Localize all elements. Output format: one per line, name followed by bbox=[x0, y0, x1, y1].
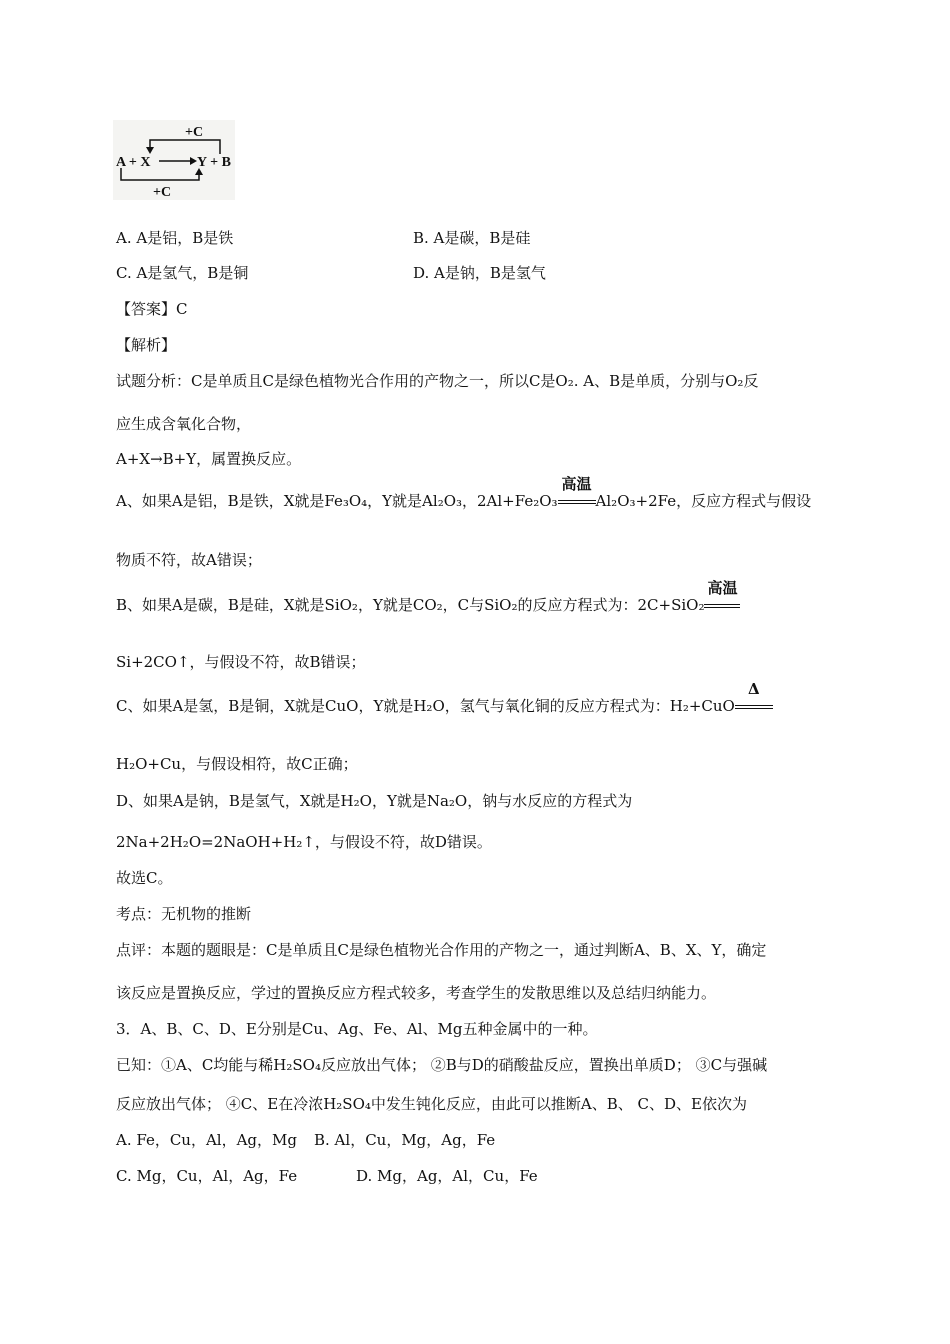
equation-al-right: Al₂O₃+2Fe，反应方程式与假设 bbox=[595, 492, 812, 510]
reaction-arrows-graphic bbox=[113, 120, 235, 200]
diagram-right-term: Y + B bbox=[197, 155, 231, 170]
diagram-left-term: A + X bbox=[116, 155, 151, 170]
analysis-line-5: 物质不符，故A错误； bbox=[116, 551, 262, 569]
q3-option-a: A. Fe，Cu，Al，Ag，Mg bbox=[116, 1131, 297, 1149]
analysis-line-4 bbox=[116, 475, 812, 511]
high-temp-label-2: 高温 bbox=[707, 579, 738, 597]
equation-cu-left: C、如果A是氢，B是铜，X就是CuO，Y就是H₂O，氢气与氧化铜的反应方程式为：H₂+CuO bbox=[116, 697, 735, 715]
diagram-top-label: +C bbox=[185, 125, 204, 140]
option-c: C. A是氢气，B是铜 bbox=[116, 264, 249, 282]
high-temp-label: 高温 bbox=[561, 475, 592, 493]
analysis-line-15: 该反应是置换反应，学过的置换反应方程式较多，考查学生的发散思维以及总结归纳能力。 bbox=[116, 984, 717, 1002]
reaction-diagram bbox=[113, 120, 235, 200]
heat-label: Δ bbox=[748, 680, 760, 698]
analysis-line-2: 应生成含氧化合物， bbox=[116, 415, 252, 433]
analysis-line-11: 2Na+2H₂O=2NaOH+H₂↑，与假设不符，故D错误。 bbox=[116, 833, 492, 851]
heat-condition bbox=[735, 680, 773, 716]
equation-si-left: B、如果A是碳，B是硅，X就是SiO₂，Y就是CO₂，C与SiO₂的反应方程式为：2C+SiO₂ bbox=[116, 596, 705, 614]
question-3-line-2: 已知：①A、C均能与稀H₂SO₄反应放出气体； ②B与D的硝酸盐反应，置换出单质D； ③C与强碱 bbox=[116, 1056, 768, 1074]
answer-line: 【答案】C bbox=[116, 300, 188, 318]
analysis-line-14: 点评：本题的题眼是：C是单质且C是绿色植物光合作用的产物之一，通过判断A、B、X、Y，确定 bbox=[116, 941, 767, 959]
high-temp-condition bbox=[558, 475, 596, 511]
diagram-bottom-label: +C bbox=[153, 185, 172, 200]
analysis-line-8 bbox=[116, 680, 773, 716]
option-d: D. A是钠，B是氢气 bbox=[413, 264, 546, 282]
question-3-title: 3．A、B、C、D、E分别是Cu、Ag、Fe、Al、Mg五种金属中的一种。 bbox=[116, 1020, 598, 1038]
q3-option-b: B. Al，Cu，Mg，Ag，Fe bbox=[314, 1131, 496, 1149]
analysis-heading: 【解析】 bbox=[116, 336, 177, 354]
high-temp-condition-2 bbox=[704, 579, 740, 615]
analysis-line-1: 试题分析：C是单质且C是绿色植物光合作用的产物之一，所以C是O₂. A、B是单质，分别与O₂反 bbox=[116, 372, 759, 390]
q3-option-c: C. Mg，Cu，Al，Ag，Fe bbox=[116, 1167, 298, 1185]
analysis-line-10: D、如果A是钠，B是氢气，X就是H₂O，Y就是Na₂O，钠与水反应的方程式为 bbox=[116, 792, 633, 810]
analysis-line-9: H₂O+Cu，与假设相符，故C正确； bbox=[116, 755, 358, 773]
option-b: B. A是碳，B是硅 bbox=[413, 229, 531, 247]
analysis-line-6 bbox=[116, 579, 740, 615]
analysis-line-7: Si+2CO↑，与假设不符，故B错误； bbox=[116, 653, 366, 671]
question-3-line-3: 反应放出气体； ④C、E在冷浓H₂SO₄中发生钝化反应，由此可以推断A、B、 C、D、E依次为 bbox=[116, 1095, 747, 1113]
option-a: A. A是铝，B是铁 bbox=[116, 229, 234, 247]
analysis-line-12: 故选C。 bbox=[116, 869, 173, 887]
q3-option-d: D. Mg，Ag，Al，Cu，Fe bbox=[356, 1167, 538, 1185]
analysis-line-3: A+X→B+Y，属置换反应。 bbox=[116, 450, 302, 468]
analysis-line-13: 考点：无机物的推断 bbox=[116, 905, 252, 923]
equation-al-left: A、如果A是铝，B是铁，X就是Fe₃O₄，Y就是Al₂O₃，2Al+Fe₂O₃ bbox=[116, 492, 558, 510]
